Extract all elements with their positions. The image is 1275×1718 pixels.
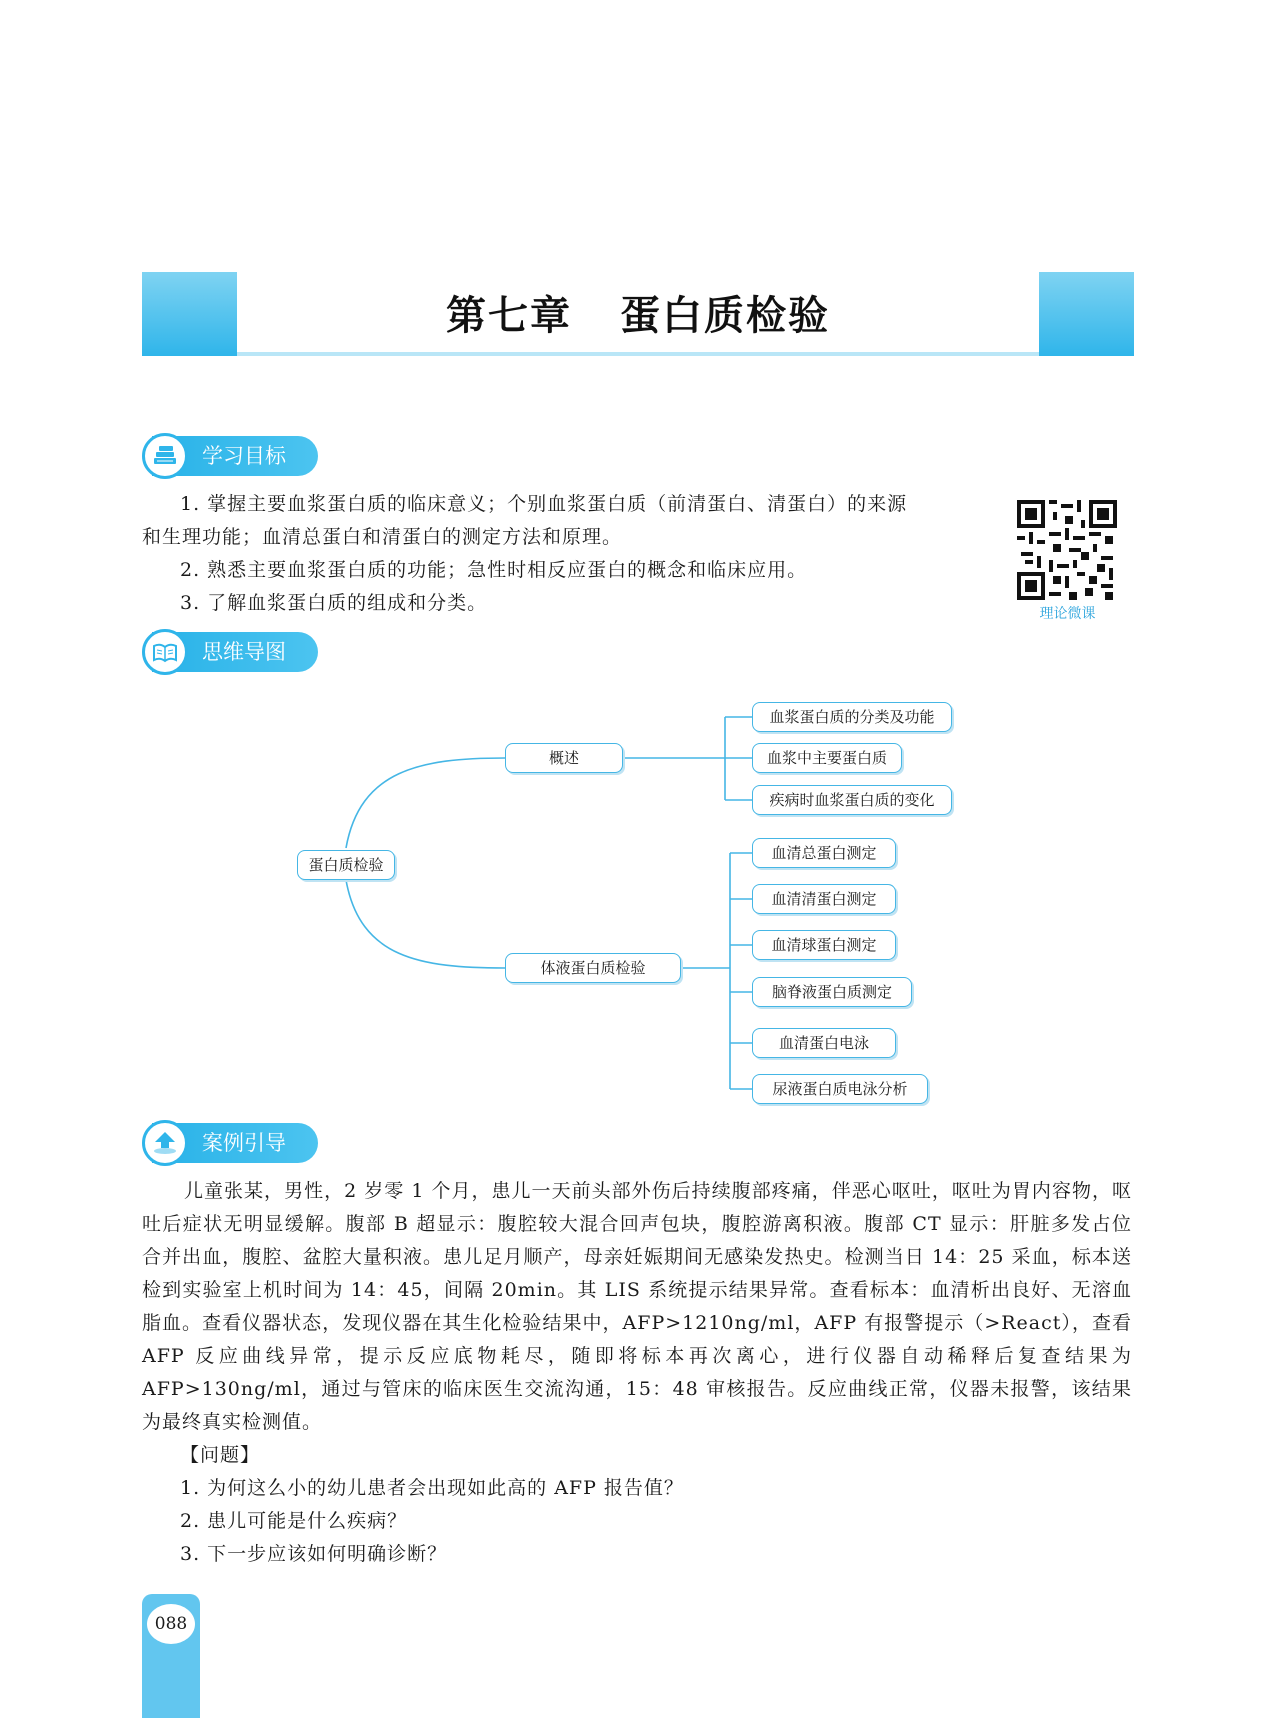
question-item: 1. 为何这么小的幼儿患者会出现如此高的 AFP 报告值？ [180, 1477, 684, 1499]
mindmap-leaf: 血清球蛋白测定 [752, 930, 896, 960]
mindmap-branch-body-fluid: 体液蛋白质检验 [505, 953, 681, 983]
objective-line: 3. 了解血浆蛋白质的组成和分类。 [180, 592, 488, 614]
section-label: 案例引导 [202, 1131, 286, 1155]
objective-line: 和生理功能；血清总蛋白和清蛋白的测定方法和原理。 [142, 526, 623, 548]
case-paragraph: 儿童张某，男性，2 岁零 1 个月，患儿一天前头部外伤后持续腹部疼痛，伴恶心呕吐，呕吐为胃内容物，呕吐后症状无明显缓解。腹部 B 超显示：腹腔较大混合回声包块，腹腔游离积液。腹部 CT 显示：肝脏多发占位合并出血，腹腔、盆腔大量积液。患儿足月顺产，母亲妊娠期间无感染发热史。检测当日 14：25 采血，标本送检到实验室上机时间为 14：45，间隔 20min。其 LIS 系统提示结果异常。查看标本：血清析出良好、无溶血脂血。查看仪器状态，发现仪器在其生化检验结果中，AFP>1210ng/ml，AFP 有报警提示（>React），查看 AFP 反应曲线异常，提示反应底物耗尽，随即将标本再次离心，进行仪器自动稀释后复查结果为 AFP>130ng/ml，通过与管床的临床医生交流沟通，15：48 审核报告。反应曲线正常，仪器未报警，该结果为最终真实检测值。 [142, 1180, 1132, 1433]
mindmap-leaf: 疾病时血浆蛋白质的变化 [752, 785, 952, 815]
mindmap-leaf: 血浆蛋白质的分类及功能 [752, 702, 952, 732]
chapter-banner [142, 272, 1134, 356]
banner-left-block [142, 272, 237, 356]
banner-right-block [1039, 272, 1134, 356]
page-number: 088 [147, 1604, 195, 1644]
open-book-icon [142, 629, 188, 675]
page-number-tab [142, 1594, 200, 1718]
questions-heading: 【问题】 [180, 1444, 261, 1466]
chapter-title [237, 272, 1039, 352]
section-header-mindmap [142, 629, 318, 675]
up-arrow-icon [142, 1120, 188, 1166]
mindmap-leaf: 血清蛋白电泳 [752, 1028, 896, 1058]
mindmap-branch-overview: 概述 [505, 743, 623, 773]
book-stack-icon [142, 433, 188, 479]
mindmap-leaf: 血清清蛋白测定 [752, 884, 896, 914]
banner-underline [237, 352, 1039, 356]
section-header-case [142, 1120, 318, 1166]
mindmap-leaf: 尿液蛋白质电泳分析 [752, 1074, 928, 1104]
chapter-name: 蛋白质检验 [620, 291, 830, 339]
section-label: 学习目标 [202, 444, 286, 468]
chapter-number: 第七章 [446, 291, 572, 339]
section-label: 思维导图 [202, 640, 286, 664]
section-header-objectives [142, 433, 318, 479]
mindmap-leaf: 脑脊液蛋白质测定 [752, 977, 912, 1007]
mindmap-leaf: 血浆中主要蛋白质 [752, 743, 902, 773]
objective-line: 2. 熟悉主要血浆蛋白质的功能；急性时相反应蛋白的概念和临床应用。 [180, 559, 808, 581]
question-item: 2. 患儿可能是什么疾病？ [180, 1510, 408, 1532]
mindmap-root: 蛋白质检验 [297, 850, 395, 880]
qr-caption: 理论微课 [1039, 606, 1096, 622]
objective-line: 1. 掌握主要血浆蛋白质的临床意义；个别血浆蛋白质（前清蛋白、清蛋白）的来源 [180, 493, 908, 515]
question-item: 3. 下一步应该如何明确诊断？ [180, 1543, 448, 1565]
mindmap-leaf: 血清总蛋白测定 [752, 838, 896, 868]
qr-code[interactable] [1017, 500, 1117, 600]
